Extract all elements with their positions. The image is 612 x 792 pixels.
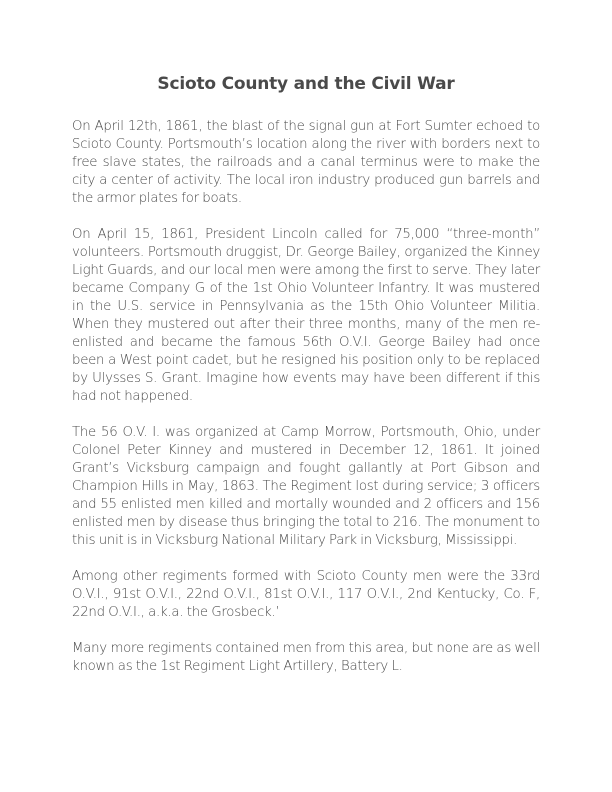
paragraph-other-regiments: Among other regiments formed with Scioto County men were the 33rd O.V.I., 91st O.V.I., 22nd O.V.I., 81st O.V.I., 117 O.V.I., 2nd Kentucky, Co. F, 22nd O.V.I., a.k.a. the Grosbeck.’ [72,569,540,620]
paragraph-56th-ovi: The 56 O.V. I. was organized at Camp Morrow, Portsmouth, Ohio, under Colonel Peter Kinney and mustered in December 12, 1861. It joined Grant’s Vicksburg campaign and fought gallantly at Port Gibson and Champion Hills in May, 1863. The Regiment lost during service; 3 officers and 55 enlisted men killed and mortally wounded and 2 officers and 156 enlisted men by disease thus bringing the total to 216. The monument to this unit is in Vicksburg National Military Park in Vicksburg, Mississippi. [72,425,540,548]
paragraph-fort-sumter: On April 12th, 1861, the blast of the signal gun at Fort Sumter echoed to Scioto County. Portsmouth’s location along the river with borders next to free slave states, the railroads and a canal terminus were to make the city a center of activity. The local iron industry produced gun barrels and the armor plates for boats. [72,119,540,206]
paragraph-lincoln-volunteers: On April 15, 1861, President Lincoln called for 75,000 “three-month” volunteers. Portsmouth druggist, Dr. George Bailey, organized the Kinney Light Guards, and our local men were among the first to serve. They later became Company G of the 1st Ohio Volunteer Infantry. It was mustered in the U.S. service in Pennsylvania as the 15th Ohio Volunteer Militia. When they mustered out after their three months, many of the men re-enlisted and became the famous 56th O.V.I. George Bailey had once been a West point cadet, but he resigned his position only to be replaced by Ulysses S. Grant. Imagine how events may have been different if this had not happened. [72,227,540,404]
paragraph-light-artillery: Many more regiments contained men from this area, but none are as well known as the 1st Regiment Light Artillery, Battery L. [72,641,540,674]
page-title: Scioto County and the Civil War [157,74,455,94]
document-body [72,118,540,694]
